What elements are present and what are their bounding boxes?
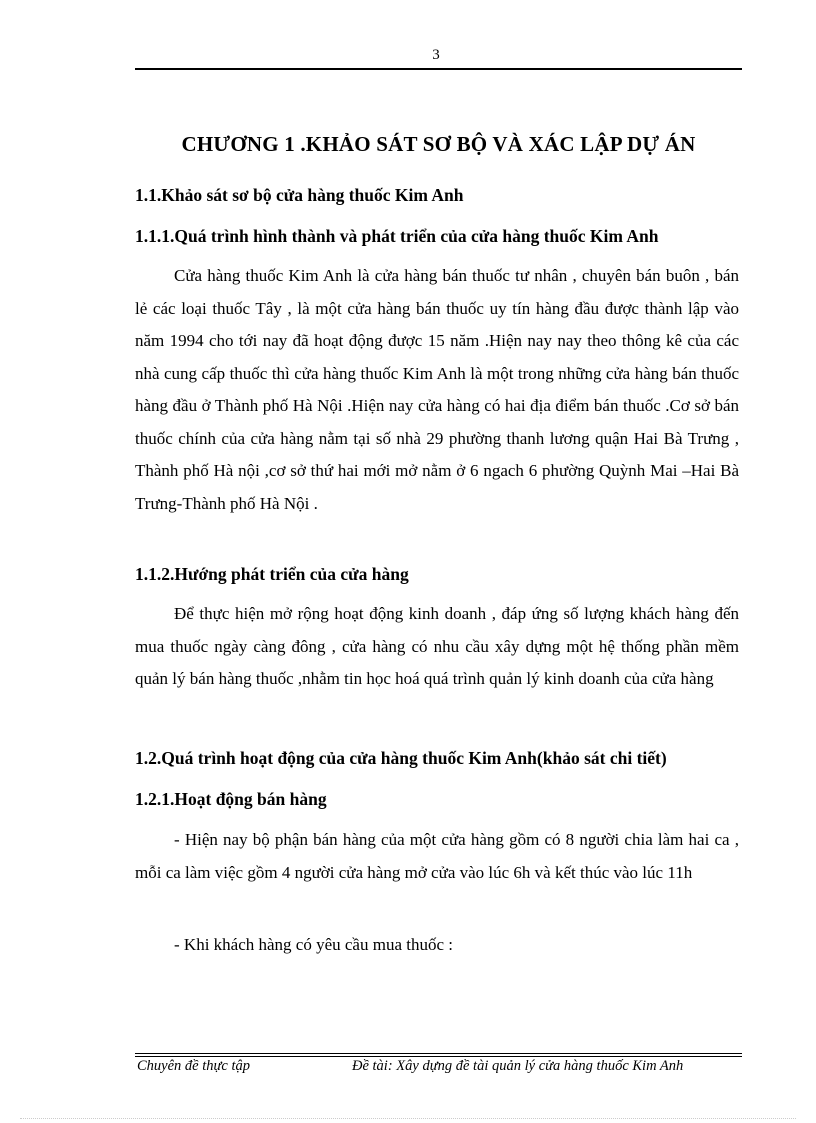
chapter-title: CHƯƠNG 1 .KHẢO SÁT SƠ BỘ VÀ XÁC LẬP DỰ ÁN <box>181 132 696 156</box>
paragraph-development: Để thực hiện mở rộng hoạt động kinh doanh , đáp ứng số lượng khách hàng đến mua thuốc ngày càng đông , cửa hàng có nhu cầu xây dựng một hệ thống phần mềm quản lý bán hàng thuốc ,nhằm tin học hoá quá trình quản lý kinh doanh của cửa hàng <box>135 604 739 688</box>
footer-left-text: Chuyên đề thực tập <box>137 1058 251 1074</box>
paragraph-history: Cửa hàng thuốc Kim Anh là cửa hàng bán thuốc tư nhân , chuyên bán buôn , bán lẻ các loại thuốc Tây , là một cửa hàng bán thuốc uy tín hàng đầu được thành lập vào năm 1994 cho tới nay đã hoạt động được 15 năm .Hiện nay nay theo thông kê của các nhà cung cấp thuốc thì cửa hàng thuốc Kim Anh là một trong những cửa hàng bán thuốc hàng đầu ở Thành phố Hà Nội .Hiện nay cửa hàng có hai địa điểm bán thuốc .Cơ sở bán thuốc chính của cửa hàng nằm tại số nhà 29 phường thanh lương quận Hai Bà Trưng , Thành phố Hà nội ,cơ sở thứ hai mới mở nằm ở 6 ngach 6 phường Quỳnh Mai –Hai Bà Trưng-Thành phố Hà Nội . <box>135 266 739 513</box>
section-heading-1-1-1: 1.1.1.Quá trình hình thành và phát triển của cửa hàng thuốc Kim Anh <box>135 226 659 246</box>
section-heading-1-1: 1.1.Khảo sát sơ bộ cửa hàng thuốc Kim Anh <box>135 185 464 205</box>
section-heading-1-2: 1.2.Quá trình hoạt động của cửa hàng thuốc Kim Anh(khảo sát chi tiết) <box>135 748 667 768</box>
section-heading-1-2-1: 1.2.1.Hoạt động bán hàng <box>135 789 327 809</box>
footer-divider <box>135 1053 742 1057</box>
footer-right-text: Đề tài: Xây dựng đề tài quản lý cửa hàng thuốc Kim Anh <box>352 1058 684 1074</box>
page-number: 3 <box>432 47 440 63</box>
section-heading-1-1-2: 1.1.2.Hướng phát triển của cửa hàng <box>135 564 409 584</box>
list-item-sales-staff: - Hiện nay bộ phận bán hàng của một cửa hàng gồm có 8 người chia làm hai ca , mỗi ca làm việc gồm 4 người cửa hàng mở cửa vào lúc 6h và kết thúc vào lúc 11h <box>135 830 739 882</box>
page-bottom-edge <box>20 1118 796 1119</box>
header-divider <box>135 68 742 70</box>
list-item-customer-request: - Khi khách hàng có yêu cầu mua thuốc : <box>174 935 453 954</box>
